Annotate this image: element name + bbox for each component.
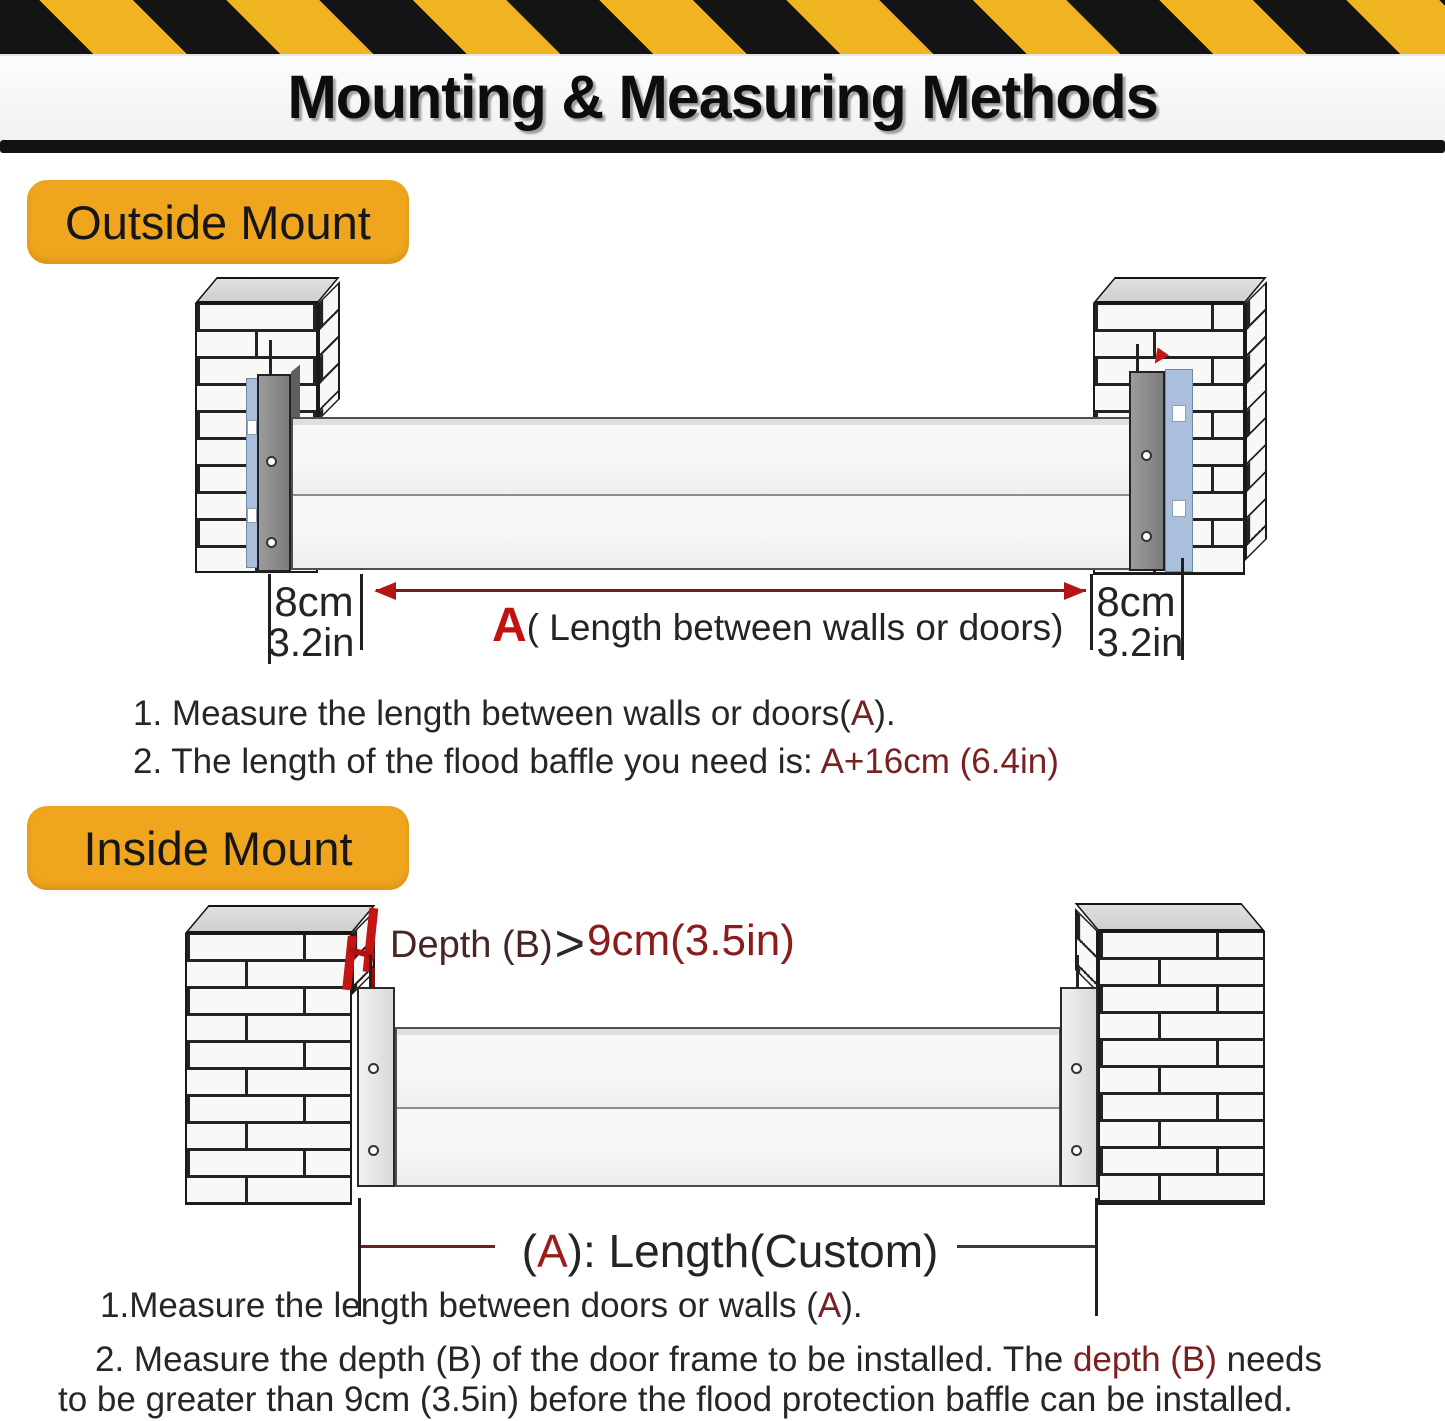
label-text: ): Length(Custom) — [567, 1225, 939, 1277]
right-offset-cm: 8cm — [1096, 578, 1176, 625]
dim-tick — [1095, 1198, 1098, 1316]
step-text: ). — [874, 694, 896, 733]
channel-pin — [1136, 344, 1139, 374]
outside-mount-badge: Outside Mount — [27, 180, 409, 264]
flood-baffle-panels — [291, 417, 1131, 570]
label-text: ( — [521, 1225, 537, 1277]
depth-requirement-label — [390, 915, 795, 973]
span-a-text: ( Length between walls or doors) — [526, 607, 1064, 648]
inside-left-pillar — [185, 905, 352, 1205]
dim-line-right — [957, 1245, 1095, 1248]
depth-bracket-tail — [372, 968, 375, 988]
pillar-front-face — [185, 933, 352, 1205]
seal-notch — [1172, 405, 1186, 422]
left-offset-cm: 8cm — [274, 578, 354, 625]
screw — [1141, 531, 1152, 542]
step-highlight: depth (B) — [1072, 1340, 1217, 1379]
screw — [266, 537, 277, 548]
arrowhead-left-icon — [374, 582, 396, 600]
seal-notch — [247, 420, 257, 435]
step-text: needs — [1216, 1340, 1323, 1379]
step-text: 1. Measure the length between walls or doors( — [133, 694, 851, 733]
pillar-top-face — [195, 277, 340, 303]
screw — [1071, 1063, 1082, 1074]
pillar-side-face — [1245, 281, 1267, 561]
page-title: Mounting & Measuring Methods — [287, 63, 1158, 131]
channel-pin — [1076, 955, 1079, 989]
span-a-letter: A — [492, 599, 527, 652]
right-seal-strip — [1165, 369, 1193, 572]
depth-value: 9cm(3.5in) — [587, 916, 795, 965]
inside-step-2-line1 — [95, 1340, 1322, 1380]
outside-step-1 — [133, 694, 896, 734]
seal-notch — [1172, 500, 1186, 517]
inside-right-rail — [1060, 987, 1098, 1187]
inside-step-1 — [100, 1286, 863, 1326]
pillar-front-face — [1098, 931, 1265, 1205]
span-a-label — [492, 599, 1064, 652]
baffle-panel-top — [293, 419, 1129, 494]
channel-pin — [269, 340, 272, 376]
inside-left-rail — [357, 987, 395, 1187]
dim-line-left — [361, 1245, 495, 1248]
hazard-stripe-band — [0, 0, 1445, 56]
depth-label-text: Depth (B) — [390, 924, 553, 966]
right-offset-inch: 3.2in — [1096, 621, 1184, 665]
screw — [1141, 450, 1152, 461]
label-a: A — [536, 1225, 568, 1277]
channel-pin — [369, 955, 372, 989]
pillar-top-face — [1075, 903, 1265, 931]
seal-notch — [247, 508, 257, 523]
baffle-panel-top — [397, 1029, 1059, 1107]
step-text: ). — [841, 1286, 863, 1325]
arrowhead-right-icon — [1064, 582, 1086, 600]
pillar-side-face — [318, 281, 340, 421]
pillar-top-face — [1093, 277, 1267, 303]
span-dimension-line — [376, 589, 1086, 592]
screw — [1071, 1145, 1082, 1156]
step-highlight: A — [817, 1286, 842, 1325]
baffle-panel-bottom — [397, 1107, 1059, 1185]
inside-mount-badge: Inside Mount — [27, 806, 409, 890]
banner-divider-bar — [0, 140, 1445, 153]
outside-step-2 — [133, 742, 1059, 782]
step-text: 2. Measure the depth (B) of the door frame to be installed. The — [95, 1340, 1073, 1379]
banner — [0, 56, 1445, 140]
step-text: 1.Measure the length between doors or walls ( — [100, 1286, 818, 1325]
inside-step-2-line2: to be greater than 9cm (3.5in) before the flood protection baffle can be installed. — [58, 1380, 1293, 1419]
step-text: 2. The length of the flood baffle you need is: — [133, 742, 821, 781]
screw — [266, 456, 277, 467]
pillar-top-face — [185, 905, 375, 933]
length-custom-label — [505, 1224, 955, 1278]
screw — [368, 1063, 379, 1074]
step-highlight: A+16cm (6.4in) — [820, 742, 1059, 781]
step-highlight: A — [850, 694, 875, 733]
inside-right-pillar — [1075, 903, 1265, 1205]
flood-baffle-panels — [395, 1027, 1061, 1187]
screw — [368, 1145, 379, 1156]
baffle-panel-bottom — [293, 494, 1129, 569]
greater-than-sign: > — [554, 915, 585, 973]
left-offset-inch: 3.2in — [267, 621, 355, 665]
